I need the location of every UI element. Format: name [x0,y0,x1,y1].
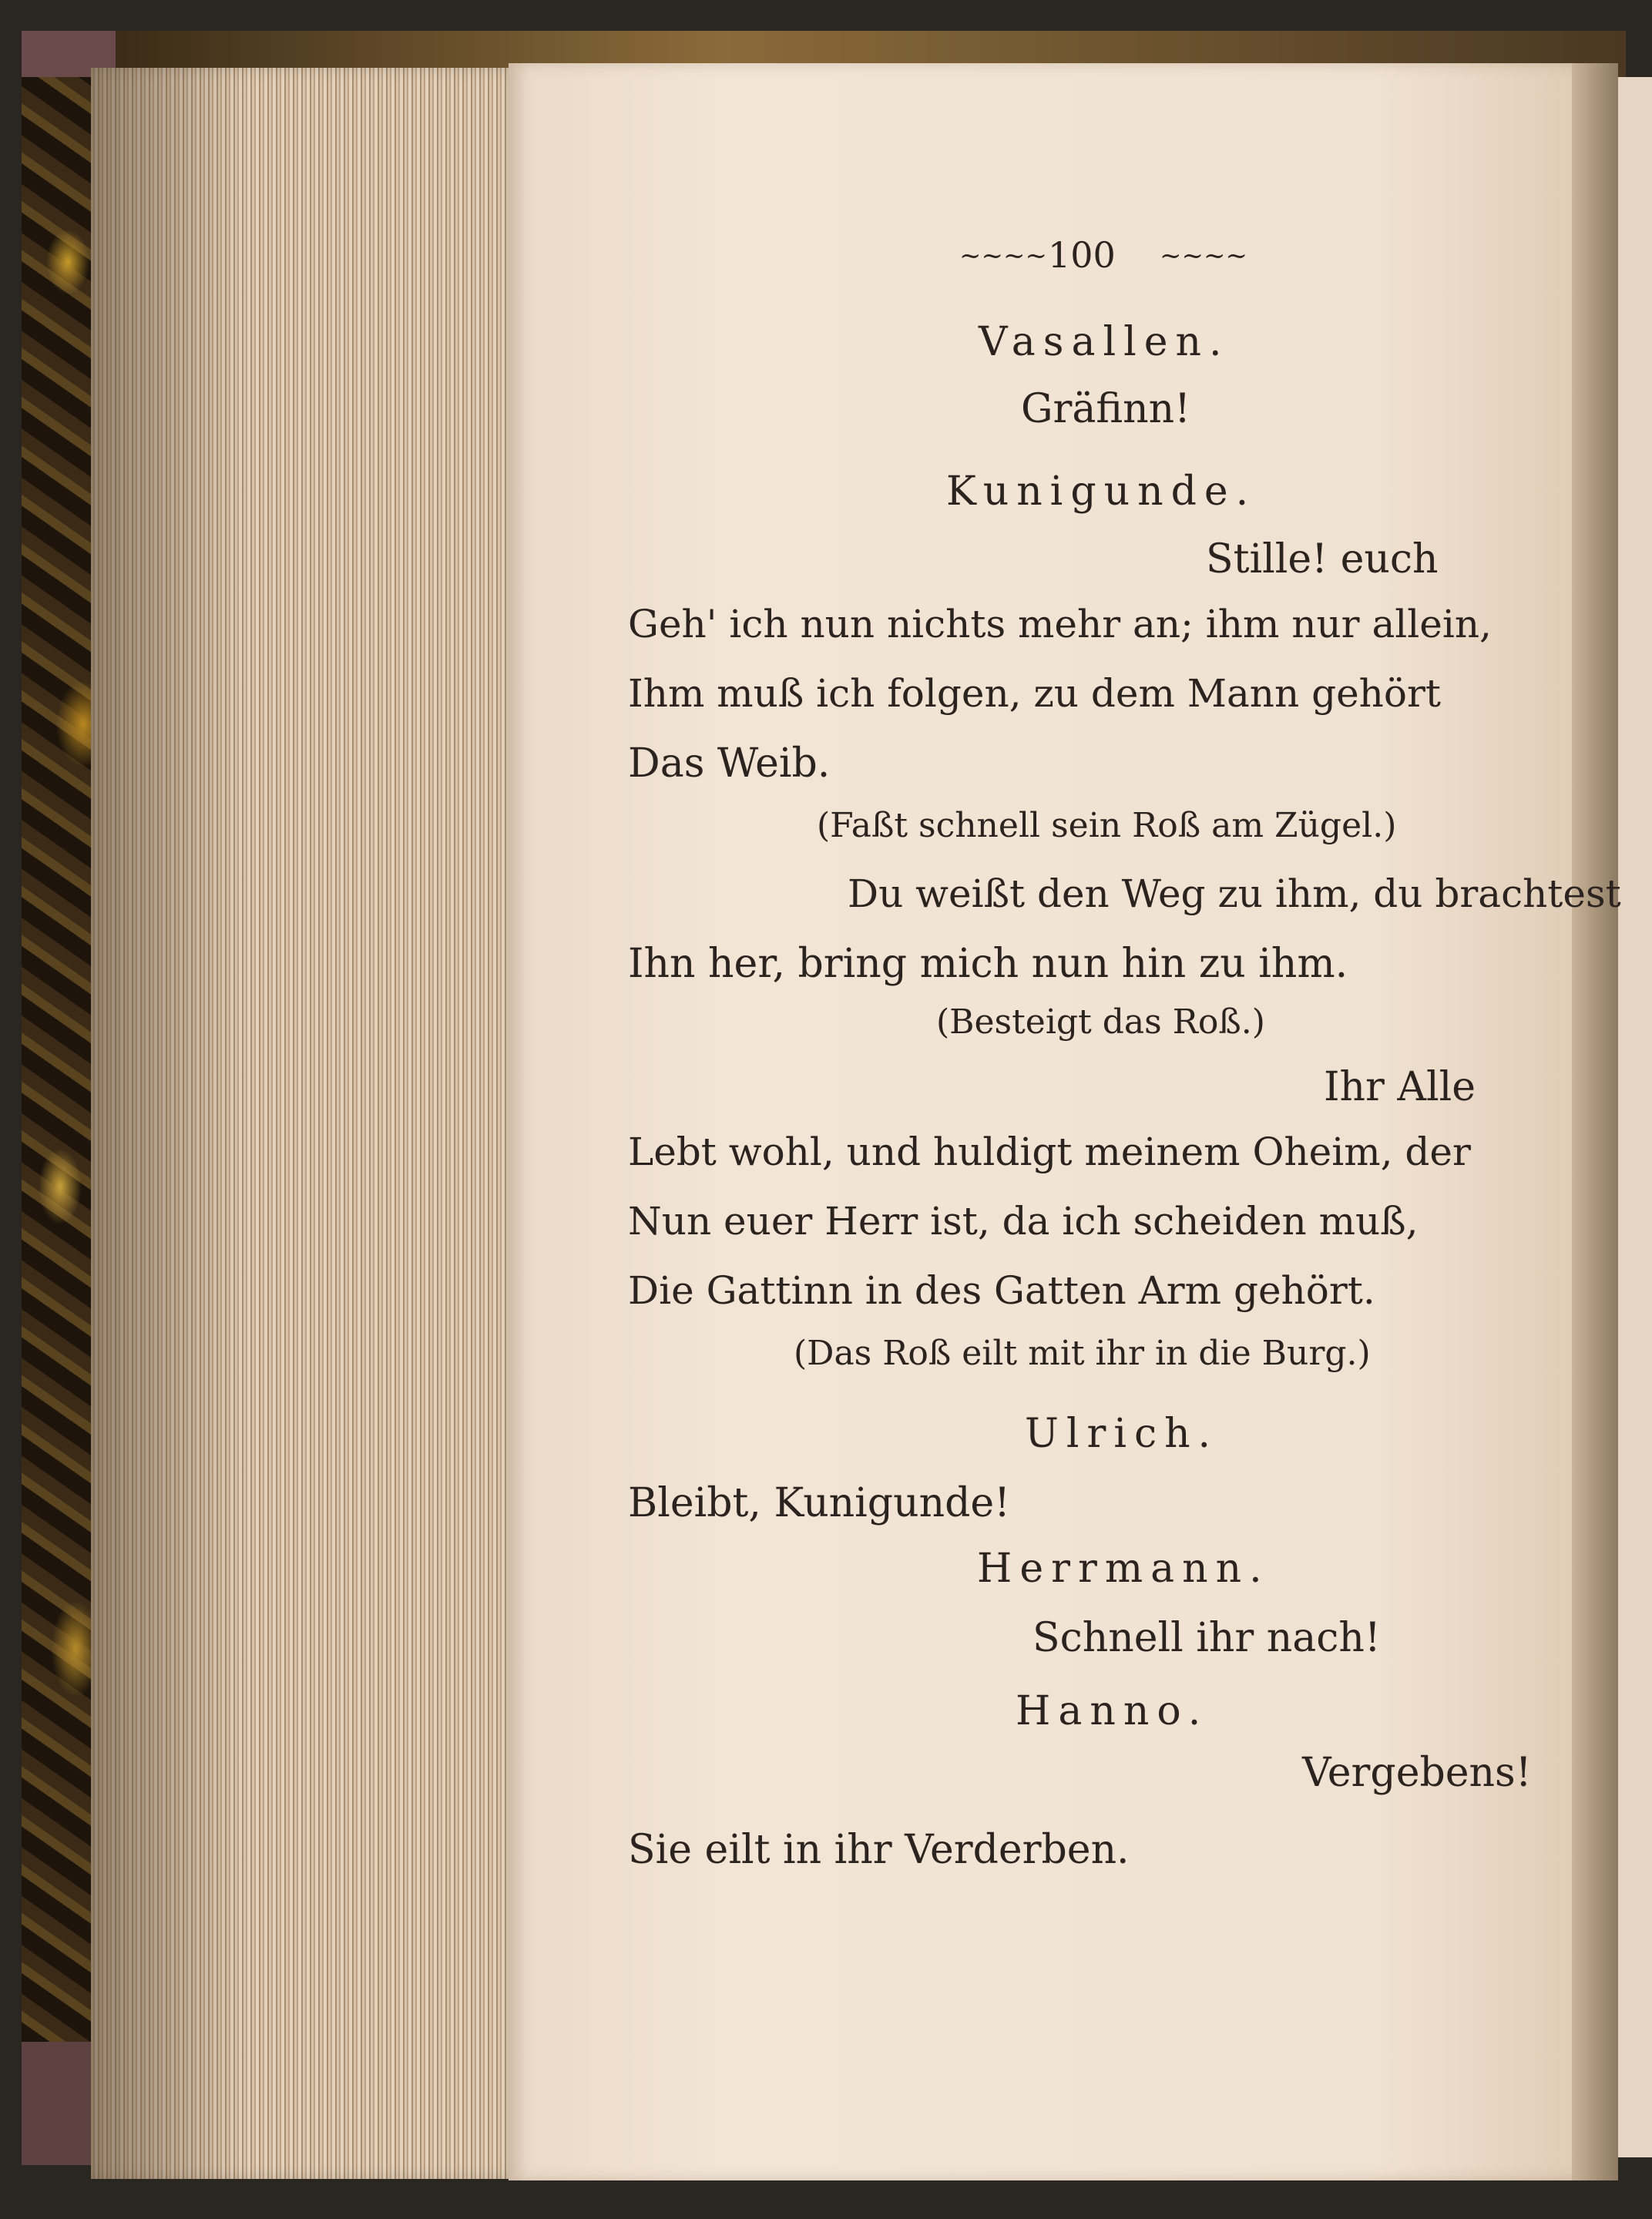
text-line: Nun euer Herr ist, da ich scheiden muß, [628,1199,1419,1244]
speaker-hanno: Hanno. [1016,1688,1209,1734]
text-line: Du weißt den Weg zu ihm, du brachtest [848,871,1621,916]
text-line: Schnell ihr nach! [1032,1615,1381,1661]
speaker-kunigunde: Kunigunde. [946,468,1257,515]
speaker-ulrich: Ulrich. [1025,1411,1219,1457]
page-gutter [1572,63,1618,2180]
text-line: Lebt wohl, und huldigt meinem Oheim, der [628,1130,1471,1174]
text-line: Das Weib. [628,740,831,787]
text-line: Ihr Alle [1324,1064,1476,1110]
text-line: Vergebens! [1302,1750,1532,1796]
stage-direction: (Faßt schnell sein Roß am Zügel.) [817,806,1397,845]
text-line: Ihn her, bring mich nun hin zu ihm. [628,941,1348,987]
stage-direction: (Das Roß eilt mit ihr in die Burg.) [794,1334,1371,1373]
text-line: Die Gattinn in des Gatten Arm gehört. [628,1268,1375,1313]
text-line: Bleibt, Kunigunde! [628,1480,1011,1526]
text-line: Geh' ich nun nichts mehr an; ihm nur allein, [628,602,1492,646]
speaker-vasallen: Vasallen. [979,319,1230,365]
page-number: 100 [1048,234,1116,276]
text-line: Sie eilt in ihr Verderben. [628,1827,1130,1873]
stage-direction: (Besteigt das Roß.) [936,1002,1265,1042]
text-line: Gräfinn! [1021,386,1190,432]
text-line: Ihm muß ich folgen, zu dem Mann gehört [628,671,1441,716]
text-line: Stille! euch [1206,536,1439,582]
page-block-shade [91,68,245,2179]
ornament-right: ~~~~ [1160,240,1247,271]
ornament-left: ~~~~ [959,240,1047,271]
speaker-herrmann: Herrmann. [977,1546,1270,1592]
